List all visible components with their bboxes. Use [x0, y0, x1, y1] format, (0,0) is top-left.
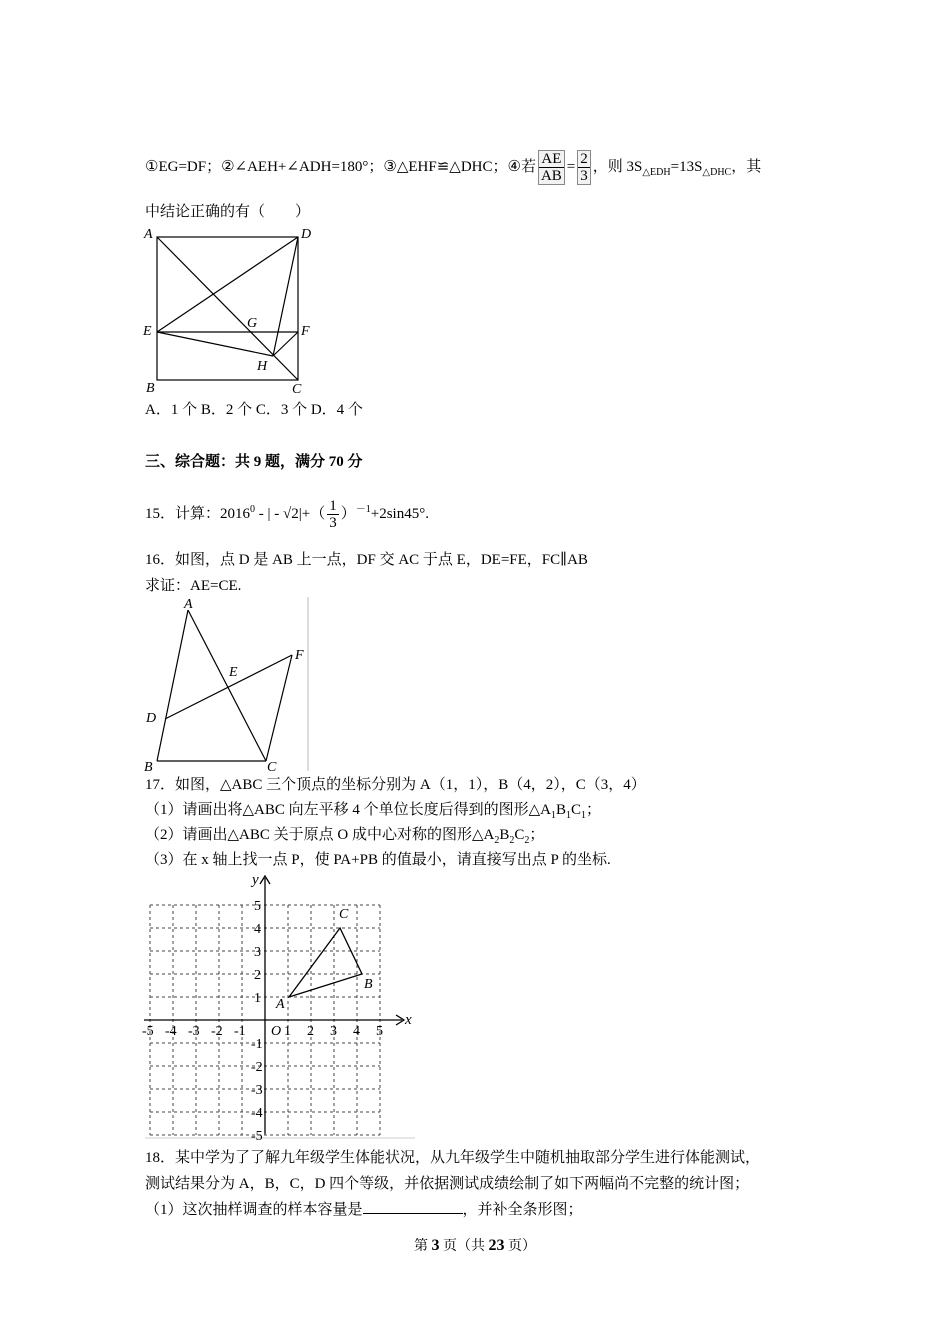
q17-line2-a: （1）请画出将△ABC 向左平移 4 个单位长度后得到的图形△A [145, 802, 551, 818]
q18-line3 [145, 1199, 583, 1220]
x-tick-label: -3 [188, 1024, 200, 1039]
y-tick-label: -3 [251, 1083, 263, 1098]
q18-line3-b: ，并补全条形图； [462, 1202, 583, 1218]
q17-line1: 17．如图，△ABC 三个顶点的坐标分别为 A（1，1），B（4，2），C（3，4） [145, 777, 646, 793]
label-d: D [301, 227, 312, 242]
segment-ac [157, 237, 298, 380]
label-e: E [229, 665, 238, 680]
y-tick-label: -4 [251, 1106, 263, 1121]
q18-line1: 18．某中学为了了解九年级学生体能状况，从九年级学生中随机抽取部分学生进行体能测试， [145, 1150, 761, 1166]
q14-line1-a: ①EG=DF；②∠AEH+∠ADH=180°；③△EHF≌△DHC；④若 [145, 158, 536, 175]
label-f: F [301, 324, 310, 339]
q17-line3-s3: 2 [524, 835, 530, 846]
section3-heading: 三、综合题：共 9 题，满分 70 分 [145, 454, 363, 470]
q17-line2-c: C [571, 802, 582, 818]
y-tick-label: -2 [251, 1060, 263, 1075]
footer-total-pages: 23 [488, 1237, 505, 1254]
q14-frac-right-den: 3 [580, 168, 588, 184]
q14-eq: = [566, 158, 576, 175]
x-tick-label: -5 [142, 1024, 154, 1039]
q17-line2-b: B [556, 802, 567, 818]
q14-options: A．1 个 B．2 个 C．3 个 D．4 个 [145, 402, 363, 418]
x-tick-label: 5 [376, 1024, 383, 1039]
q15-part2: - | - [255, 506, 284, 522]
y-tick-label: -5 [251, 1129, 263, 1140]
label-g: G [247, 316, 258, 331]
q18-line2: 测试结果分为 A，B，C，D 四个等级，并依据测试成绩绘制了如下两幅尚不完整的统计图； [145, 1176, 750, 1192]
q14-line2: 中结论正确的有（ ） [145, 204, 311, 220]
q14-line1-c: =13S [670, 158, 703, 175]
q14-frac-left-den: AB [540, 168, 562, 184]
page-footer [0, 1236, 950, 1257]
q16-triangle-figure [140, 595, 315, 773]
q15-prefix: 15．计算：2016 [145, 506, 251, 522]
y-tick-label: 5 [254, 899, 261, 914]
q17-line3-a: （2）请画出△ABC 关于原点 O 成中心对称的图形△A [145, 827, 495, 843]
q15-part5: +2sin45°. [370, 506, 429, 522]
segment-dh [273, 237, 298, 356]
footer-page-number: 3 [431, 1237, 440, 1254]
q17-line3-d: ； [529, 827, 545, 843]
y-axis-label: y [252, 872, 259, 888]
q17-line3-s1: 2 [494, 835, 500, 846]
x-tick-label: -4 [165, 1024, 177, 1039]
y-tick-label: 3 [254, 945, 261, 960]
label-a: A [144, 227, 153, 242]
triangle-abc [289, 928, 362, 997]
q14-square-figure [140, 222, 320, 397]
q17-line3 [145, 825, 544, 851]
q16-line2: 求证：AE=CE. [145, 578, 242, 594]
x-tick-label: -1 [234, 1024, 246, 1039]
y-tick-label: 1 [254, 991, 261, 1006]
q16-line1: 16．如图，点 D 是 AB 上一点，DF 交 AC 于点 E，DE=FE，FC∥AB [145, 552, 588, 568]
q17-line3-c: C [514, 827, 525, 843]
label-c: C [267, 760, 277, 773]
q14-line1-b: ，则 3S [592, 158, 643, 175]
x-tick-label: 1 [284, 1024, 291, 1039]
footer-post: 页） [504, 1239, 536, 1254]
q17-line2-s3: 1 [581, 810, 587, 821]
q17-line2-d: ； [586, 802, 602, 818]
label-b: B [144, 760, 153, 773]
q15-sqrt: √2 [283, 506, 299, 522]
sample-size-blank[interactable] [363, 1199, 463, 1214]
q14-line1-d: ，其 [731, 158, 762, 175]
segment-ac [188, 610, 266, 761]
q14-fraction-2-3 [577, 150, 591, 185]
point-label-a: A [276, 997, 285, 1012]
x-tick-label: -2 [211, 1024, 223, 1039]
y-tick-label: 4 [254, 922, 261, 937]
label-e: E [143, 324, 152, 339]
q17-line2-s2: 1 [566, 810, 572, 821]
q15-part3: |+（ [298, 506, 326, 522]
segment-ed [157, 237, 298, 332]
y-tick-label: -1 [251, 1037, 263, 1052]
q17-line3-s2: 2 [509, 835, 515, 846]
label-c: C [292, 382, 302, 397]
x-tick-label: 2 [307, 1024, 314, 1039]
segment-fc [266, 655, 292, 761]
point-label-b: B [364, 977, 373, 992]
segment-eh [157, 332, 273, 356]
label-a: A [184, 597, 193, 612]
q17-line2-s1: 1 [551, 810, 556, 821]
q15-sup0: 0 [250, 504, 256, 515]
footer-mid: 页（共 [439, 1239, 489, 1254]
label-d: D [146, 711, 157, 726]
q14-line1 [145, 150, 761, 185]
q15-expression [145, 496, 429, 531]
q17-coordinate-grid [140, 872, 420, 1140]
label-f: F [295, 648, 304, 663]
label-b: B [146, 381, 155, 396]
q14-frac-left-num: AE [539, 151, 564, 168]
footer-pre: 第 [414, 1239, 432, 1254]
x-tick-label: 4 [353, 1024, 360, 1039]
label-h: H [257, 359, 268, 374]
q14-sub1: △EDH [642, 166, 671, 178]
q14-fraction-ae-ab [538, 150, 565, 185]
q17-line2 [145, 800, 601, 826]
q18-line3-a: （1）这次抽样调查的样本容量是 [145, 1202, 363, 1218]
q15-fraction [327, 498, 339, 531]
q17-line3-b: B [499, 827, 510, 843]
q15-frac-den: 3 [329, 515, 337, 532]
q14-sub2: △DHC [702, 166, 732, 178]
point-label-c: C [339, 907, 349, 922]
x-axis-label: x [405, 1012, 412, 1028]
q17-line4: （3）在 x 轴上找一点 P，使 PA+PB 的值最小，请直接写出点 P 的坐标. [145, 852, 611, 868]
y-tick-label: 2 [254, 968, 261, 983]
q14-frac-right-num: 2 [580, 151, 588, 167]
x-tick-label: 3 [330, 1024, 337, 1039]
q15-part4: ） [340, 506, 356, 522]
q15-sup-neg1: －1 [355, 504, 371, 515]
segment-ab [157, 610, 188, 761]
origin-label: O [271, 1024, 282, 1039]
q15-frac-num: 1 [329, 498, 337, 515]
